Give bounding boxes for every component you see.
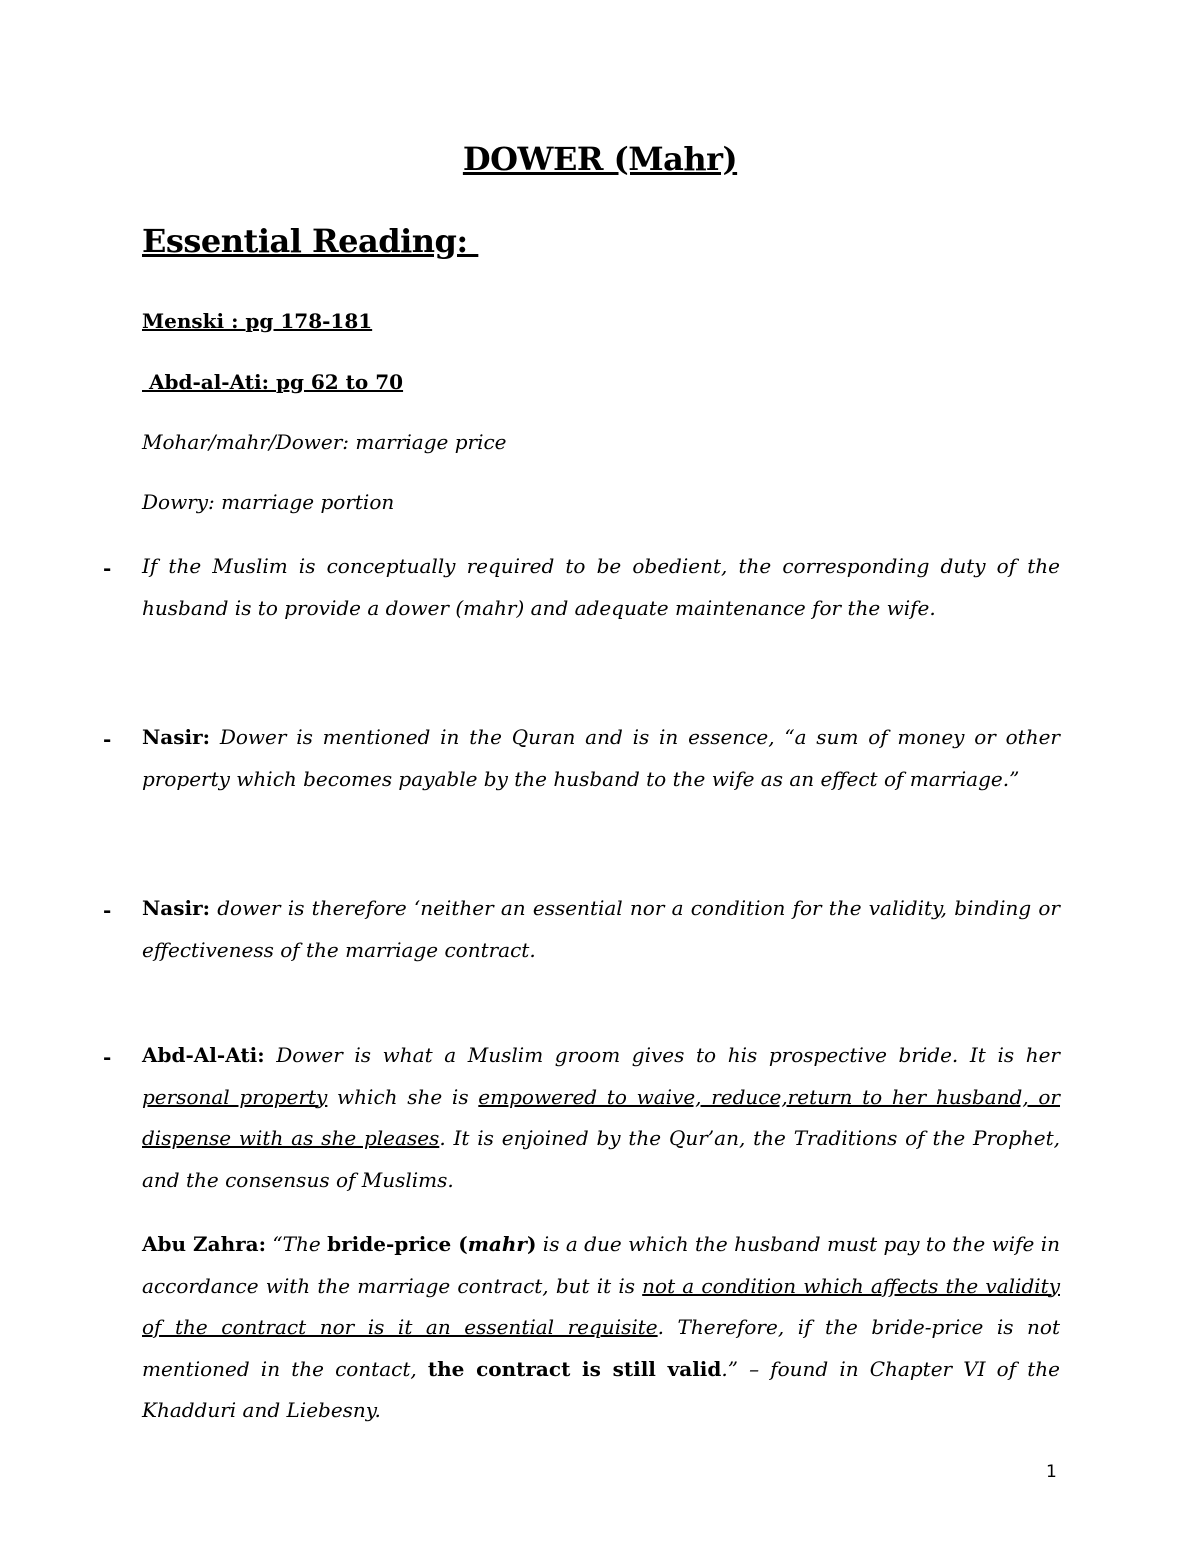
bullet-text [142, 1035, 1060, 1201]
bold-phrase: ) [526, 1232, 537, 1256]
page-number: 1 [1046, 1462, 1057, 1482]
document-title: DOWER (Mahr) [462, 140, 738, 178]
definition-mahr: Mohar/mahr/Dower: marriage price [142, 430, 507, 454]
bullet-dash: - [103, 1045, 112, 1069]
essential-reading-heading: Essential Reading: [142, 222, 479, 260]
reference-abd-al-ati: Abd-al-Ati: pg 62 to 70 [142, 370, 404, 394]
reference-menski: Menski : pg 178-181 [142, 309, 373, 333]
bold-phrase: the contract is still valid [427, 1356, 722, 1381]
paragraph-author: Abu Zahra: [142, 1232, 267, 1256]
paragraph-text: “The [266, 1232, 328, 1256]
bullet-author: Nasir: [142, 896, 211, 920]
bullet-text [142, 546, 1060, 629]
paragraph-text: is a due which the husband must pay to the wife in accordance with the marriage contract, but it is [142, 1232, 1060, 1298]
bullet-author: Abd-Al-Ati: [142, 1043, 265, 1067]
bullet-text [142, 717, 1060, 800]
bold-phrase: bride-price ( [327, 1232, 468, 1256]
bullet-text [142, 888, 1060, 971]
bullet-body: Dower is what a Muslim groom gives to his prospective bride. It is her [264, 1043, 1060, 1067]
paragraph-text: .” – found in Chapter VI of the Khadduri and Liebesny. [142, 1356, 1060, 1422]
bold-italic-term: mahr [467, 1232, 527, 1256]
definition-dowry: Dowry: marriage portion [142, 490, 395, 514]
bullet-body: Dower is mentioned in the Quran and is in essence, “a sum of money or other property which becomes payable by the husband to the wife as an effect of marriage.” [142, 725, 1060, 791]
bullet-body: dower is therefore ‘neither an essential nor a condition for the validity, binding or effectiveness of the marriage contract. [142, 896, 1060, 962]
underlined-phrase: empowered to waive, reduce,return to her husband, or dispense with as she pleases [142, 1084, 1060, 1150]
bullet-body: which she is [327, 1084, 479, 1109]
bullet-dash: - [103, 727, 112, 751]
bullet-dash: - [103, 556, 112, 580]
bullet-body: If the Muslim is conceptually required to be obedient, the corresponding duty of the husband is to provide a dower (mahr) and adequate maintenance for the wife. [142, 554, 1060, 620]
bullet-dash: - [103, 898, 112, 922]
bullet-body: . It is enjoined by the Qur’an, the Traditions of the Prophet, and the consensus of Muslims. [142, 1126, 1060, 1192]
underlined-phrase: personal property [142, 1084, 328, 1109]
underlined-phrase: not a condition which affects the validity of the contract nor is it an essential requisite [142, 1273, 1060, 1339]
paragraph-text: . Therefore, if the bride-price is not mentioned in the contact, [142, 1315, 1060, 1381]
abu-zahra-paragraph [142, 1224, 1060, 1432]
bullet-author: Nasir: [142, 725, 211, 749]
